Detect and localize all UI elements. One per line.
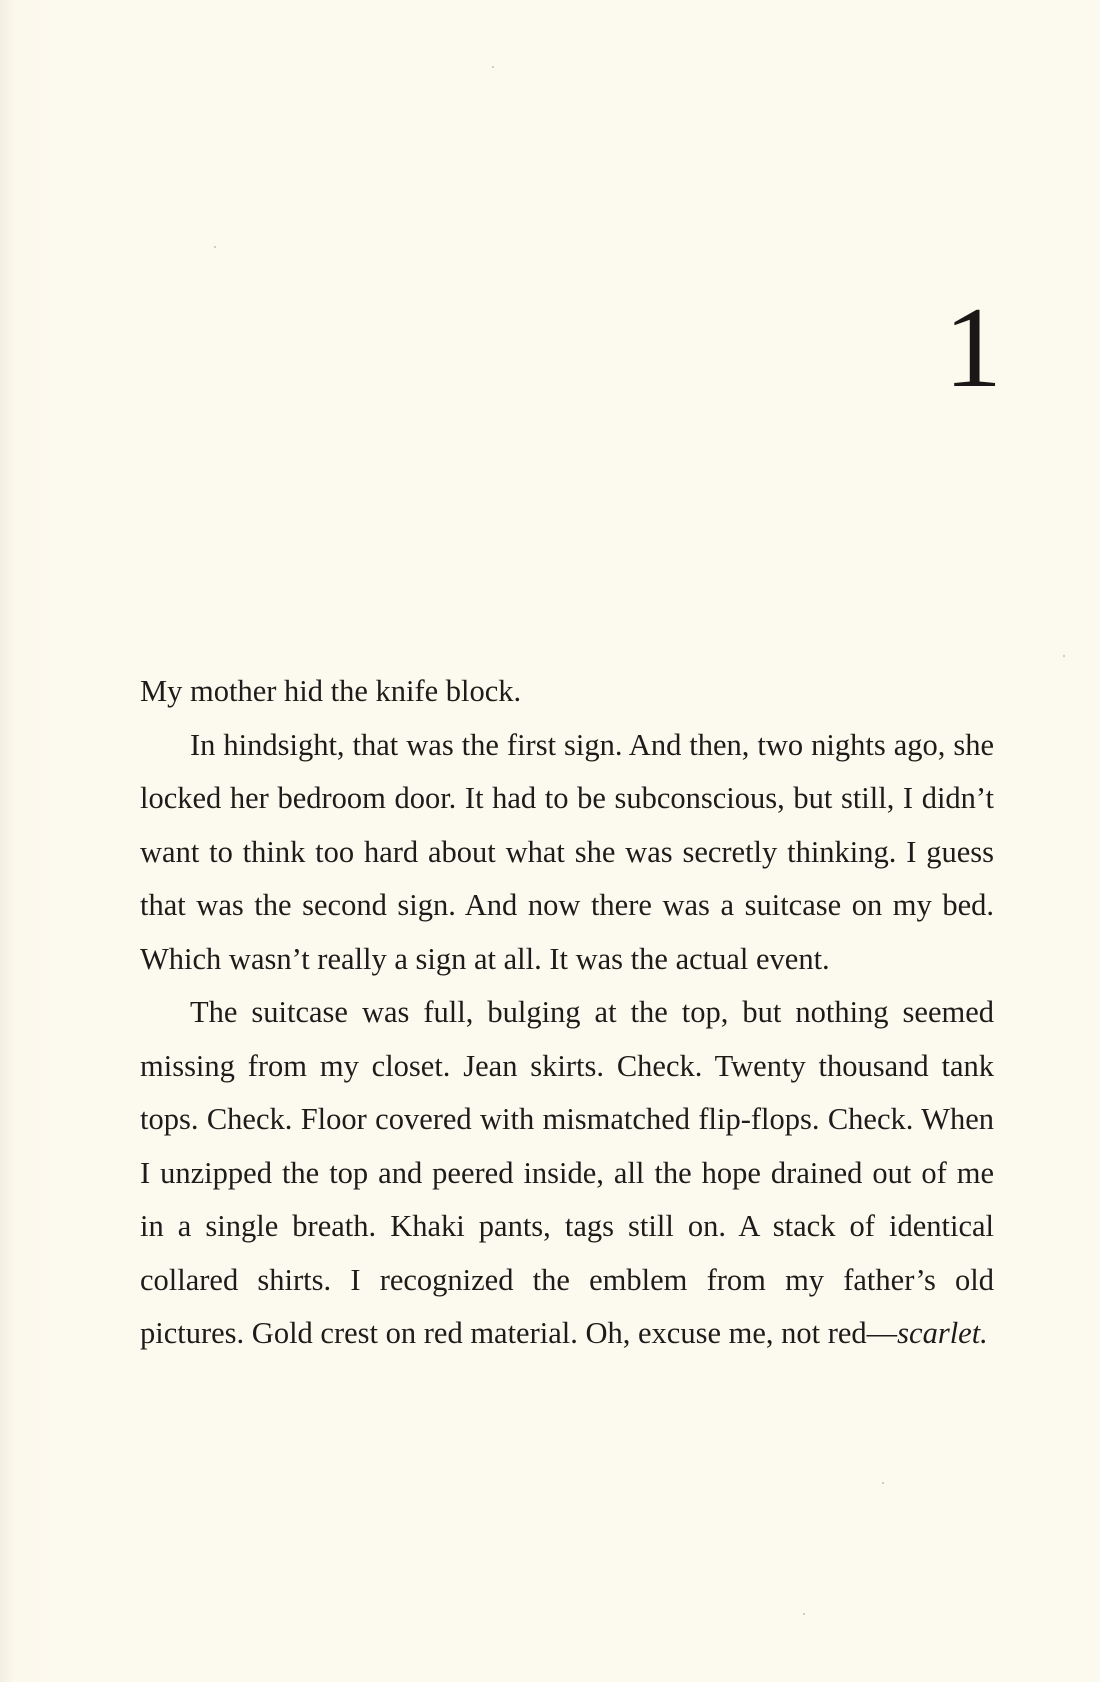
paragraph-3 — [140, 986, 994, 1361]
paragraph-3-text: The suitcase was full, bulging at the top, but nothing seemed missing from my closet. Jean skirts. Check. Twenty thousand tank tops. Check. Floor covered with mismatched flip-flops. Check. When I unzipped the top and peered inside, all the hope drained out of me in a single breath. Khaki pants, tags still on. A stack of identical collared shirts. I recognized the emblem from my father’s old pictures. Gold crest on red material. Oh, excuse me, not red— — [140, 995, 994, 1350]
chapter-body — [140, 665, 994, 1361]
paragraph-2: In hindsight, that was the first sign. And then, two nights ago, she locked her bedroom door. It had to be subconscious, but still, I didn’t want to think too hard about what she was secretly thinking. I guess that was the second sign. And now there was a suitcase on my bed. Which wasn’t really a sign at all. It was the actual event. — [140, 727, 994, 976]
paper-speck — [492, 66, 494, 68]
paragraph-3-emphasis: scarlet. — [897, 1316, 988, 1350]
paper-speck — [214, 246, 216, 248]
paper-speck — [1063, 655, 1065, 657]
chapter-number: 1 — [944, 284, 1002, 412]
paper-speck — [803, 1613, 805, 1615]
paragraph-1: My mother hid the knife block. — [140, 674, 522, 708]
paper-speck — [882, 1482, 884, 1484]
